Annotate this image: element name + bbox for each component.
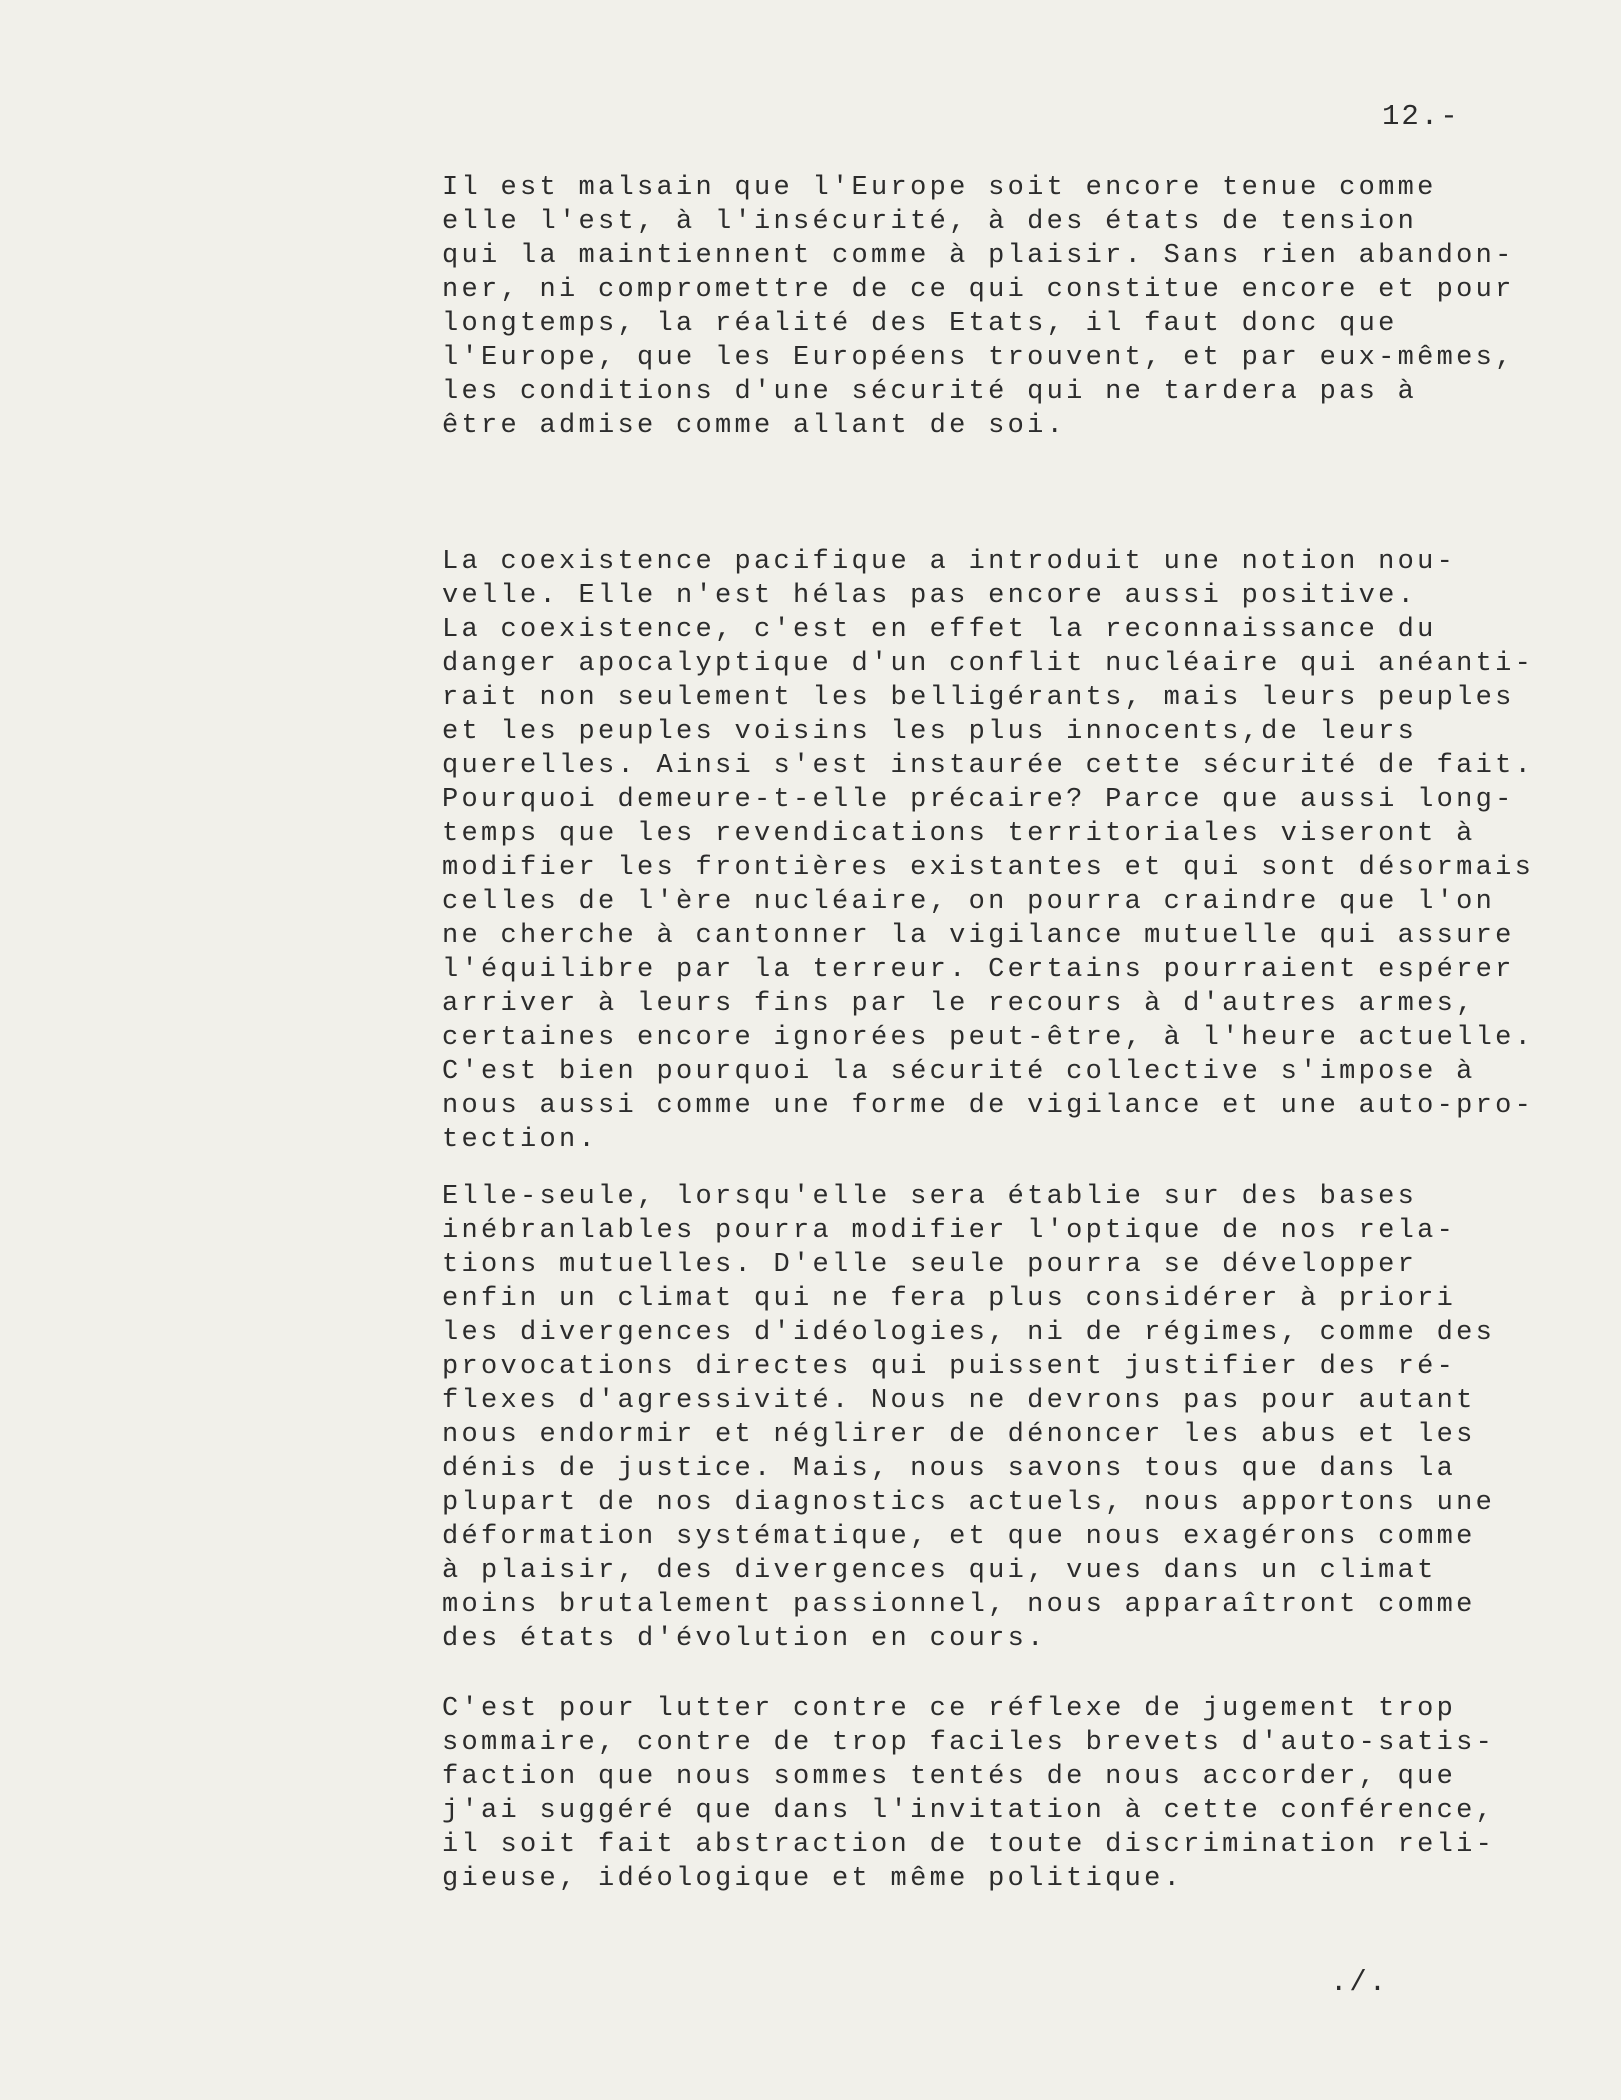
text-line: elle l'est, à l'insécurité, à des états de tension (442, 207, 1418, 237)
page-number: 12.- (1382, 100, 1460, 133)
text-line: à plaisir, des divergences qui, vues dans un climat (442, 1556, 1437, 1586)
text-line: des états d'évolution en cours. (442, 1624, 1047, 1654)
text-line: gieuse, idéologique et même politique. (442, 1864, 1184, 1894)
text-line: Elle-seule, lorsqu'elle sera établie sur des bases (442, 1182, 1418, 1212)
text-line: flexes d'agressivité. Nous ne devrons pas pour autant (442, 1386, 1476, 1416)
text-line: nous endormir et néglirer de dénoncer les abus et les (442, 1420, 1476, 1450)
text-line: C'est pour lutter contre ce réflexe de jugement trop (442, 1694, 1457, 1724)
text-line: temps que les revendications territoriales viseront à (442, 819, 1476, 849)
text-line: C'est bien pourquoi la sécurité collective s'impose à (442, 1057, 1476, 1087)
text-line: moins brutalement passionnel, nous apparaîtront comme (442, 1590, 1476, 1620)
text-line: sommaire, contre de trop faciles brevets d'auto-satis- (442, 1728, 1496, 1758)
text-line: il soit fait abstraction de toute discrimination reli- (442, 1830, 1496, 1860)
text-line: tions mutuelles. D'elle seule pourra se développer (442, 1250, 1418, 1280)
text-line: nous aussi comme une forme de vigilance et une auto-pro- (442, 1091, 1535, 1121)
text-line: danger apocalyptique d'un conflit nucléaire qui anéanti- (442, 649, 1535, 679)
text-line: plupart de nos diagnostics actuels, nous apportons une (442, 1488, 1496, 1518)
text-line: querelles. Ainsi s'est instaurée cette sécurité de fait. (442, 751, 1535, 781)
text-line: longtemps, la réalité des Etats, il faut donc que (442, 309, 1398, 339)
text-line: celles de l'ère nucléaire, on pourra craindre que l'on (442, 887, 1496, 917)
text-line: provocations directes qui puissent justifier des ré- (442, 1352, 1457, 1382)
text-line: modifier les frontières existantes et qui sont désormais (442, 853, 1535, 883)
paragraph-2 (442, 545, 1534, 1157)
text-line: velle. Elle n'est hélas pas encore aussi positive. (442, 581, 1418, 611)
text-line: inébranlables pourra modifier l'optique de nos rela- (442, 1216, 1457, 1246)
text-line: enfin un climat qui ne fera plus considérer à priori (442, 1284, 1457, 1314)
text-line: Pourquoi demeure-t-elle précaire? Parce que aussi long- (442, 785, 1515, 815)
text-line: tection. (442, 1125, 599, 1155)
paragraph-4 (442, 1692, 1495, 1896)
text-line: et les peuples voisins les plus innocents,de leurs (442, 717, 1418, 747)
text-line: l'équilibre par la terreur. Certains pourraient espérer (442, 955, 1515, 985)
paragraph-3 (442, 1180, 1495, 1656)
text-line: faction que nous sommes tentés de nous accorder, que (442, 1762, 1457, 1792)
paragraph-1 (442, 171, 1515, 443)
text-line: certaines encore ignorées peut-être, à l'heure actuelle. (442, 1023, 1535, 1053)
continuation-mark: ./. (1330, 1966, 1389, 1999)
text-line: La coexistence pacifique a introduit une notion nou- (442, 547, 1457, 577)
text-line: rait non seulement les belligérants, mais leurs peuples (442, 683, 1515, 713)
text-line: dénis de justice. Mais, nous savons tous que dans la (442, 1454, 1457, 1484)
text-line: l'Europe, que les Européens trouvent, et par eux-mêmes, (442, 343, 1515, 373)
text-line: arriver à leurs fins par le recours à d'autres armes, (442, 989, 1476, 1019)
text-line: Il est malsain que l'Europe soit encore tenue comme (442, 173, 1437, 203)
text-line: j'ai suggéré que dans l'invitation à cette conférence, (442, 1796, 1496, 1826)
text-line: ne cherche à cantonner la vigilance mutuelle qui assure (442, 921, 1515, 951)
text-line: qui la maintiennent comme à plaisir. Sans rien abandon- (442, 241, 1515, 271)
text-line: les divergences d'idéologies, ni de régimes, comme des (442, 1318, 1496, 1348)
text-line: les conditions d'une sécurité qui ne tardera pas à (442, 377, 1418, 407)
text-line: déformation systématique, et que nous exagérons comme (442, 1522, 1476, 1552)
text-line: être admise comme allant de soi. (442, 411, 1067, 441)
text-line: ner, ni compromettre de ce qui constitue encore et pour (442, 275, 1515, 305)
text-line: La coexistence, c'est en effet la reconnaissance du (442, 615, 1437, 645)
